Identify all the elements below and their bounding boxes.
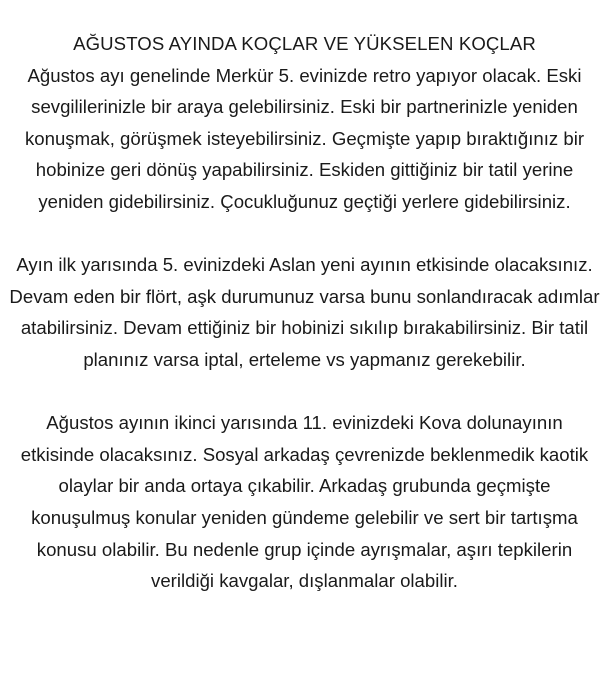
paragraph-aquarius-full-moon: Ağustos ayının ikinci yarısında 11. evinizdeki Kova dolunayının etkisinde olacaksınız. Sosyal arkadaş çevrenizde beklenmedik kaotik olaylar bir anda ortaya çıkabilir. Arkadaş grubunda geçmişte konuşulmuş konular yeniden gündeme gelebilir ve sert bir tartışma konusu olabilir. Bu nedenle grup içinde ayrışmalar, aşırı tepkilerin verildiği kavgalar, dışlanmalar olabilir. (20, 412, 589, 592)
paragraph-spacer (8, 218, 601, 250)
paragraph-spacer (8, 376, 601, 408)
paragraph-leo-new-moon: Ayın ilk yarısında 5. evinizdeki Aslan yeni ayının etkisinde olacaksınız. Devam eden bir flört, aşk durumunuz varsa bunu sonlandıracak adımlar atabilirsiniz. Devam ettiğiniz bir hobinizi sıkılıp bırakabilirsiniz. Bir tatil planınız varsa iptal, erteleme vs yapmanız gerekebilir. (9, 254, 600, 370)
paragraph-mercury-retro: Ağustos ayı genelinde Merkür 5. evinizde retro yapıyor olacak. Eski sevgililerinizle bir araya gelebilirsiniz. Eski bir partnerinizle yeniden konuşmak, görüşmek isteyebilirsiniz. Geçmişte yapıp bıraktığınız bir hobinize geri dönüş yapabilirsiniz. Eskiden gittiğiniz bir tatil yerine yeniden gidebilirsiniz. Çocukluğunuz geçtiği yerlere gidebilirsiniz. (24, 64, 585, 212)
article-title: AĞUSTOS AYINDA KOÇLAR VE YÜKSELEN KOÇLAR (73, 33, 536, 54)
